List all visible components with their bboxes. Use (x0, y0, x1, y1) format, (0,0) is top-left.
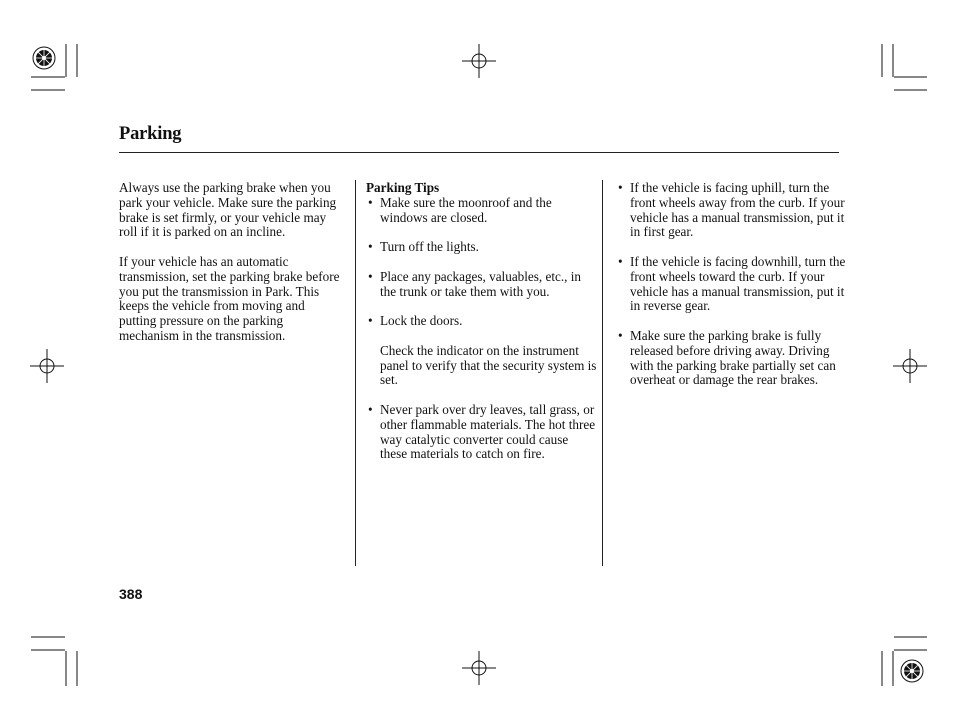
paragraph-parking-brake: Always use the parking brake when you park your vehicle. Make sure the parking brake is set firmly, or your vehicle may roll if it is parked on an incline. (119, 180, 337, 240)
bullet-icon: • (618, 180, 623, 195)
list-item (616, 181, 848, 240)
section-heading-parking-tips: Parking Tips (366, 180, 440, 195)
list-item-text: Lock the doors. (380, 313, 463, 329)
column-left (119, 181, 344, 359)
list-item-text: Turn off the lights. (380, 239, 479, 255)
list-item-text: If the vehicle is facing downhill, turn the front wheels toward the curb. If your vehicle has a manual transmission, put it in reverse gear. (630, 253, 846, 314)
list-item-text: If the vehicle is facing uphill, turn the front wheels away from the curb. If your vehicle has a manual transmission, put it in first gear. (630, 180, 845, 240)
registration-crosshair-bottom (462, 651, 496, 685)
registration-crosshair-left (30, 349, 64, 383)
paragraph-automatic-transmission: If your vehicle has an automatic transmission, set the parking brake before you put the transmission in Park. This keeps the vehicle from moving and putting pressure on the parking mechanism in the transmission. (119, 253, 340, 343)
column-divider-2 (602, 180, 603, 566)
list-item (366, 403, 598, 462)
bullet-icon: • (368, 239, 373, 255)
list-item-text: Place any packages, valuables, etc., in the trunk or take them with you. (380, 268, 582, 299)
page-number: 388 (119, 586, 143, 602)
list-item (366, 240, 598, 255)
registration-crosshair-right (893, 349, 927, 383)
registration-crosshair-top (462, 44, 496, 78)
list-item (616, 255, 848, 314)
bullet-icon: • (368, 268, 373, 284)
list-item (366, 270, 598, 300)
list-item-text: Never park over dry leaves, tall grass, or other flammable materials. The hot three way catalytic converter could cause these materials to catch on fire. (380, 401, 596, 462)
list-item (616, 329, 848, 388)
list-item-text: Make sure the parking brake is fully released before driving away. Driving with the parking brake partially set can overheat or damage the rear brakes. (630, 327, 836, 388)
bullet-icon: • (368, 401, 373, 417)
list-item-text: Make sure the moonroof and the windows are closed. (380, 194, 552, 225)
list-item-note: Check the indicator on the instrument panel to verify that the security system is set. (380, 342, 597, 388)
column-middle (366, 181, 598, 477)
bullet-icon: • (618, 253, 623, 269)
column-right (616, 181, 848, 403)
starburst-target-bottom-right (901, 660, 923, 682)
bullet-icon: • (368, 194, 373, 210)
list-item (366, 314, 598, 329)
bullet-icon: • (368, 313, 373, 329)
page-title: Parking (119, 124, 182, 144)
column-divider-1 (355, 180, 356, 566)
starburst-target-top-left (33, 47, 55, 69)
title-rule (119, 152, 839, 153)
bullet-icon: • (618, 327, 623, 343)
list-item (366, 196, 598, 226)
